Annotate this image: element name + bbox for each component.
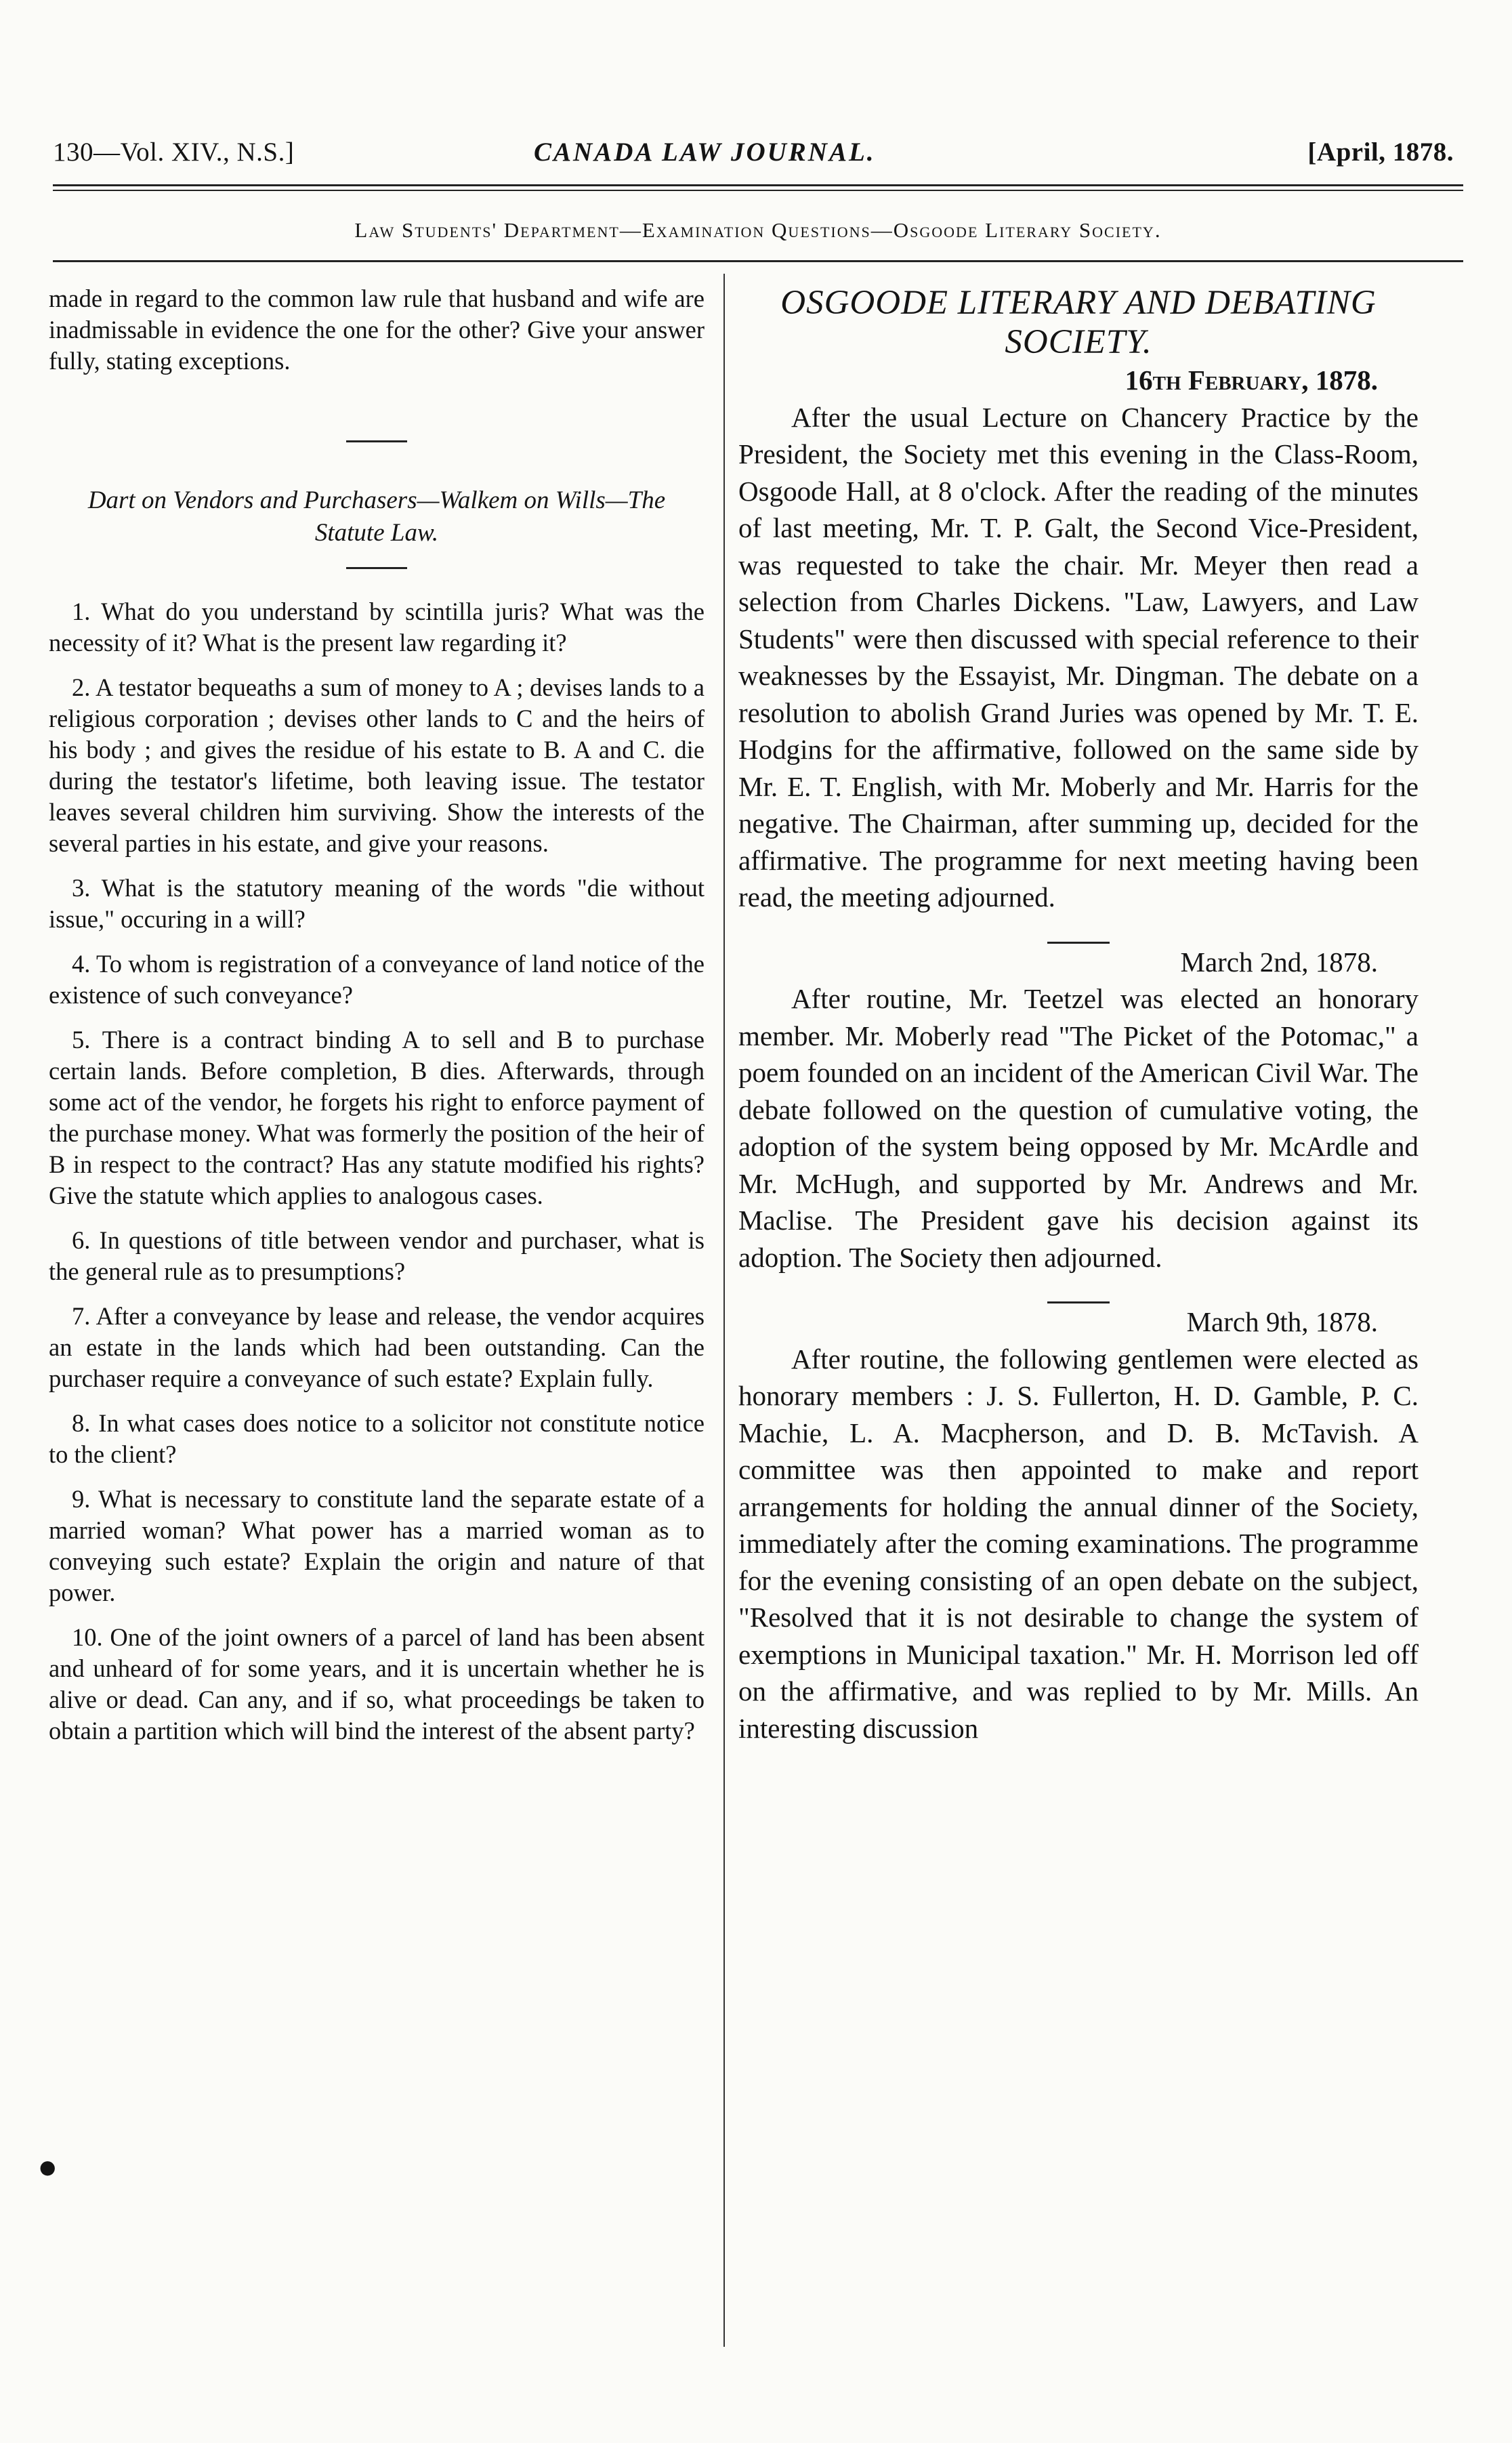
section-heading: Law Students' Department—Examination Questions—Osgoode Literary Society. (354, 218, 1162, 242)
separator-rule (346, 440, 407, 442)
exam-question: 1. What do you understand by scintilla juris? What was the necessity of it? What is the present law regarding it? (49, 598, 705, 656)
exam-question: 8. In what cases does notice to a solicitor not constitute notice to the client? (49, 1409, 705, 1468)
left-column (49, 283, 705, 1747)
exam-question: 10. One of the joint owners of a parcel of land has been absent and unheard of for some years, and it is uncertain whether he is alive or dead. Can any, and if so, what proceedings be taken to obtain a partition which will bind the interest of the absent party? (49, 1623, 705, 1745)
exam-subject-heading: Dart on Vendors and Purchasers—Walkem on Wills—The Statute Law. (87, 486, 666, 547)
exam-question: 5. There is a contract binding A to sell and B to purchase certain lands. Before completion, B dies. Afterwards, through some act of the vendor, he forgets his right to enforce payment of the purchase money. What was formerly the position of the heir of B in respect to the contract? Has any statute modified his rights? Give the statute which applies to analogous cases. (49, 1026, 705, 1209)
section-rule (53, 260, 1463, 262)
meeting-date: March 2nd, 1878. (1180, 946, 1378, 978)
meeting-report: After routine, Mr. Teetzel was elected an honorary member. Mr. Moberly read "The Picket of the Potomac," a poem founded on an incident of the American Civil War. The debate followed on the question of cumulative voting, the adoption of the system being opposed by Mr. McArdle and Mr. McHugh, and supported by Mr. Andrews and Mr. Maclise. The President gave his decision against its adoption. The Society then adjourned. (738, 983, 1419, 1273)
meeting-report: After the usual Lecture on Chancery Practice by the President, the Society met this evening in the Class-Room, Osgoode Hall, at 8 o'clock. After the reading of the minutes of last meeting, Mr. T. P. Galt, the Second Vice-President, was requested to take the chair. Mr. Meyer then read a selection from Charles Dickens. "Law, Lawyers, and Law Students" were then discussed with special reference to their weaknesses by the Essayist, Mr. Dingman. The debate on a resolution to abolish Grand Juries was opened by Mr. T. E. Hodgins for the affirmative, followed on the same side by Mr. E. T. English, with Mr. Moberly and Mr. Harris for the negative. The Chairman, after summing up, decided for the affirmative. The programme for next meeting having been read, the meeting adjourned. (738, 401, 1419, 913)
exam-question: 3. What is the statutory meaning of the words "die without issue," occuring in a will? (49, 874, 705, 933)
exam-question: 4. To whom is registration of a conveyance of land notice of the existence of such conveyance? (49, 950, 705, 1009)
meeting-report: After routine, the following gentlemen were elected as honorary members : J. S. Fullerton, H. D. Gamble, P. C. Machie, L. A. Macpherson, and D. B. McTavish. A committee was then appointed to make and report arrangements for holding the annual dinner of the Society, immediately after the coming examinations. The programme for the evening consisting of an open debate on the subject, "Resolved that it is not desirable to change the system of exemptions in Municipal taxation." Mr. H. Morrison led off on the affirmative, and was replied to by Mr. Mills. An interesting discussion (738, 1343, 1419, 1744)
meeting-date: 16th February, 1878. (1125, 364, 1378, 396)
exam-question: 2. A testator bequeaths a sum of money to A ; devises lands to a religious corporation ; devises other lands to C and the heirs of his body ; and gives the residue of his estate to B. A and C. die during the testator's lifetime, both leaving issue. The testator leaves several children him surviving. Show the interests of the several parties in his estate, and give your reasons. (49, 673, 705, 857)
exam-question: 9. What is necessary to constitute land the separate estate of a married woman? What power has a married woman as to conveying such estate? Explain the origin and nature of that power. (49, 1485, 705, 1606)
running-head (53, 137, 1462, 178)
separator-rule (346, 567, 407, 569)
header-rule (53, 184, 1463, 186)
header-rule-inner (53, 190, 1463, 191)
exam-question: 6. In questions of title between vendor and purchaser, what is the general rule as to presumptions? (49, 1226, 705, 1285)
journal-title: CANADA LAW JOURNAL. (534, 138, 876, 167)
meeting-date: March 9th, 1878. (1186, 1306, 1378, 1337)
right-column (738, 283, 1419, 1747)
page-reference: 130—Vol. XIV., N.S.] (53, 138, 295, 167)
continuation-paragraph: made in regard to the common law rule that husband and wife are inadmissable in evidence the one for the other? Give your answer fully, stating exceptions. (49, 285, 705, 375)
exam-question: 7. After a conveyance by lease and release, the vendor acquires an estate in the lands which had been outstanding. Can the purchaser require a conveyance of such estate? Explain fully. (49, 1302, 705, 1392)
issue-date: [April, 1878. (1307, 138, 1454, 167)
margin-mark: ● (39, 2156, 56, 2178)
column-divider (723, 274, 725, 2347)
society-title: OSGOODE LITERARY AND DEBATING SOCIETY. (780, 284, 1377, 361)
